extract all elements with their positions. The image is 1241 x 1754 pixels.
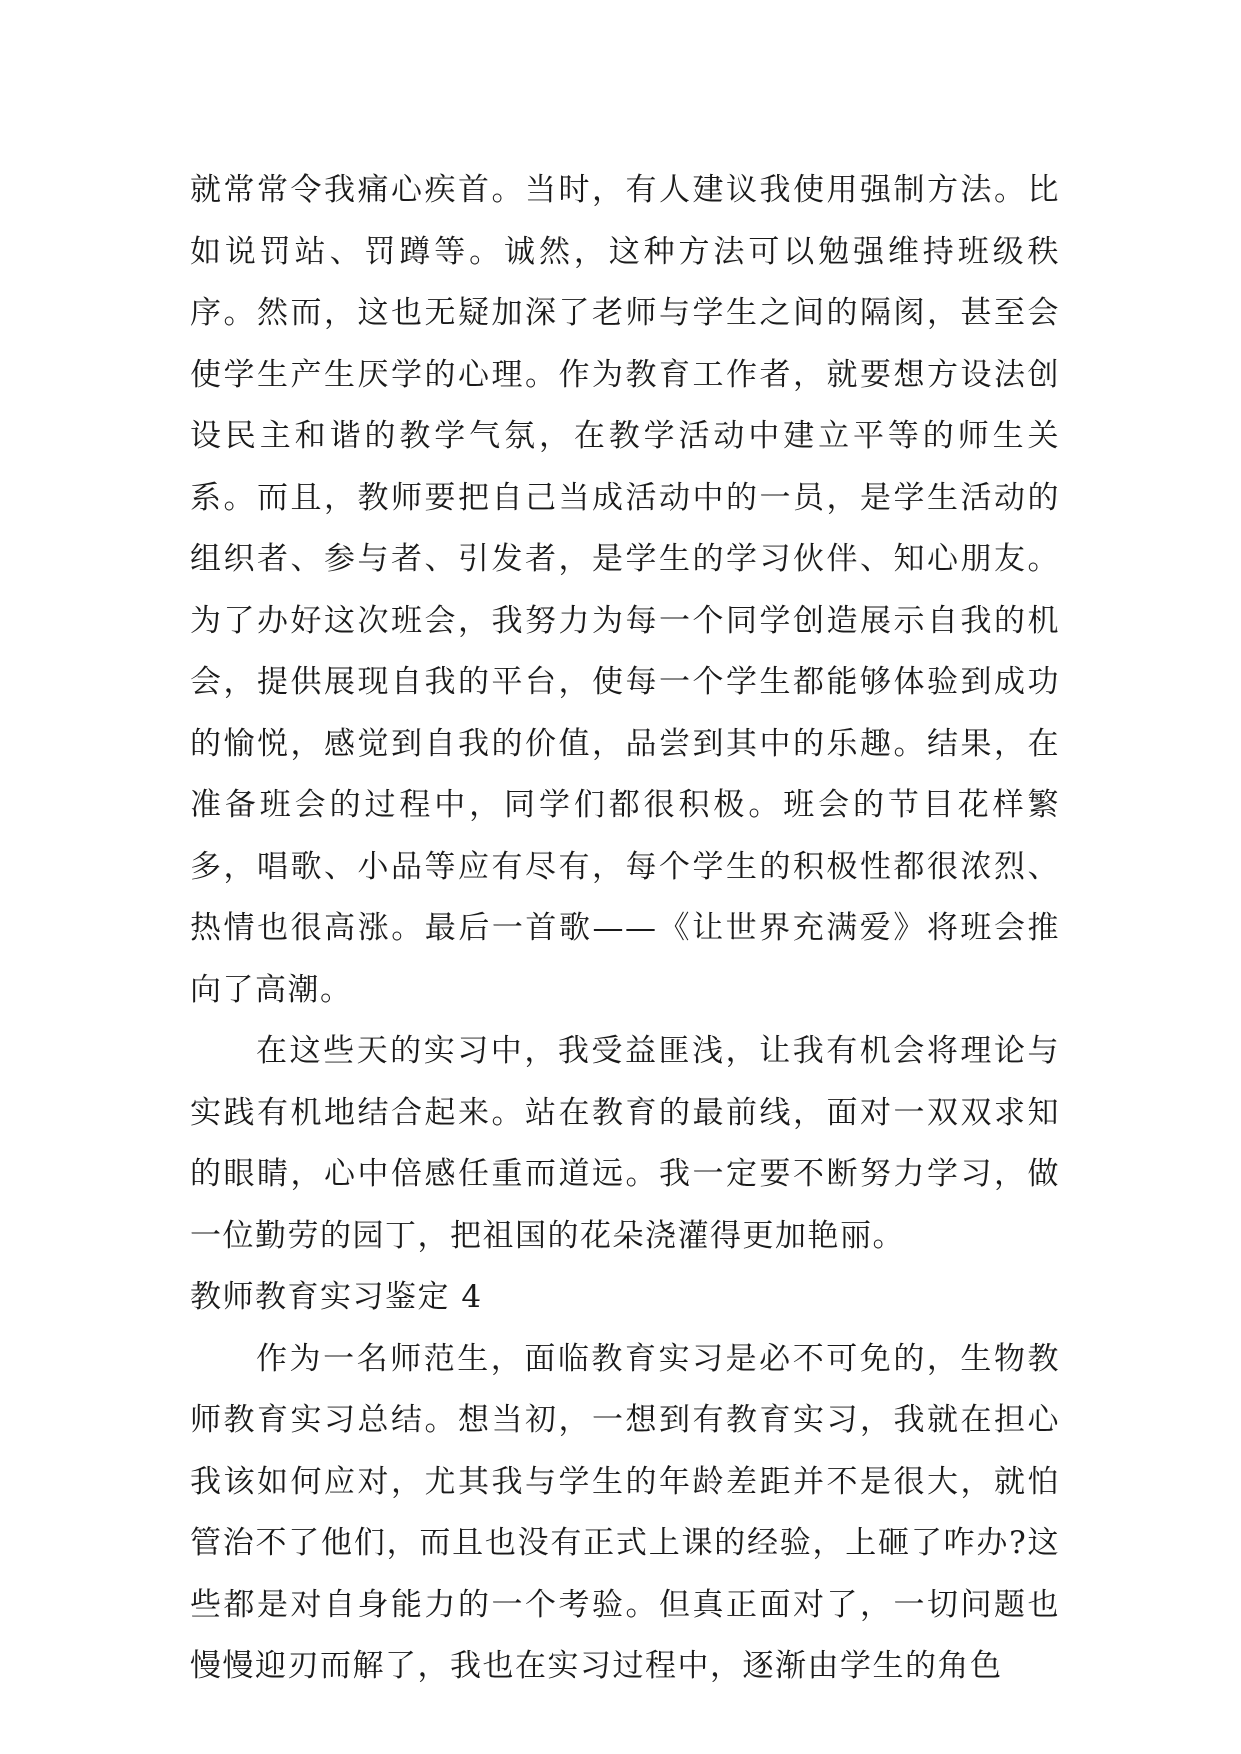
paragraph-section-intro: 作为一名师范生，面临教育实习是必不可免的，生物教师教育实习总结。想当初，一想到有教育实习，我就在担心我该如何应对，尤其我与学生的年龄差距并不是很大，就怕管治不了他们，而且也没有正式上课的经验，上砸了咋办?这些都是对自身能力的一个考验。但真正面对了，一切问题也慢慢迎刃而解了，我也在实习过程中，逐渐由学生的角色 bbox=[190, 1340, 1060, 1684]
paragraph-internship-reflection: 在这些天的实习中，我受益匪浅，让我有机会将理论与实践有机地结合起来。站在教育的最前线，面对一双双求知的眼睛，心中倍感任重而道远。我一定要不断努力学习，做一位勤劳的园丁，把祖国的花朵浇灌得更加艳丽。 bbox=[190, 1033, 1060, 1254]
document-body bbox=[190, 160, 1060, 1698]
section-heading: 教师教育实习鉴定 4 bbox=[190, 1279, 483, 1315]
paragraph-continuation: 就常常令我痛心疾首。当时，有人建议我使用强制方法。比如说罚站、罚蹲等。诚然，这种方法可以勉强维持班级秩序。然而，这也无疑加深了老师与学生之间的隔阂，甚至会使学生产生厌学的心理。作为教育工作者，就要想方设法创设民主和谐的教学气氛，在教学活动中建立平等的师生关系。而且，教师要把自己当成活动中的一员，是学生活动的组织者、参与者、引发者，是学生的学习伙伴、知心朋友。为了办好这次班会，我努力为每一个同学创造展示自我的机会，提供展现自我的平台，使每一个学生都能够体验到成功的愉悦，感觉到自我的价值，品尝到其中的乐趣。结果，在准备班会的过程中，同学们都很积极。班会的节目花样繁多，唱歌、小品等应有尽有，每个学生的积极性都很浓烈、热情也很高涨。最后一首歌——《让世界充满爱》将班会推向了高潮。 bbox=[190, 172, 1060, 1008]
